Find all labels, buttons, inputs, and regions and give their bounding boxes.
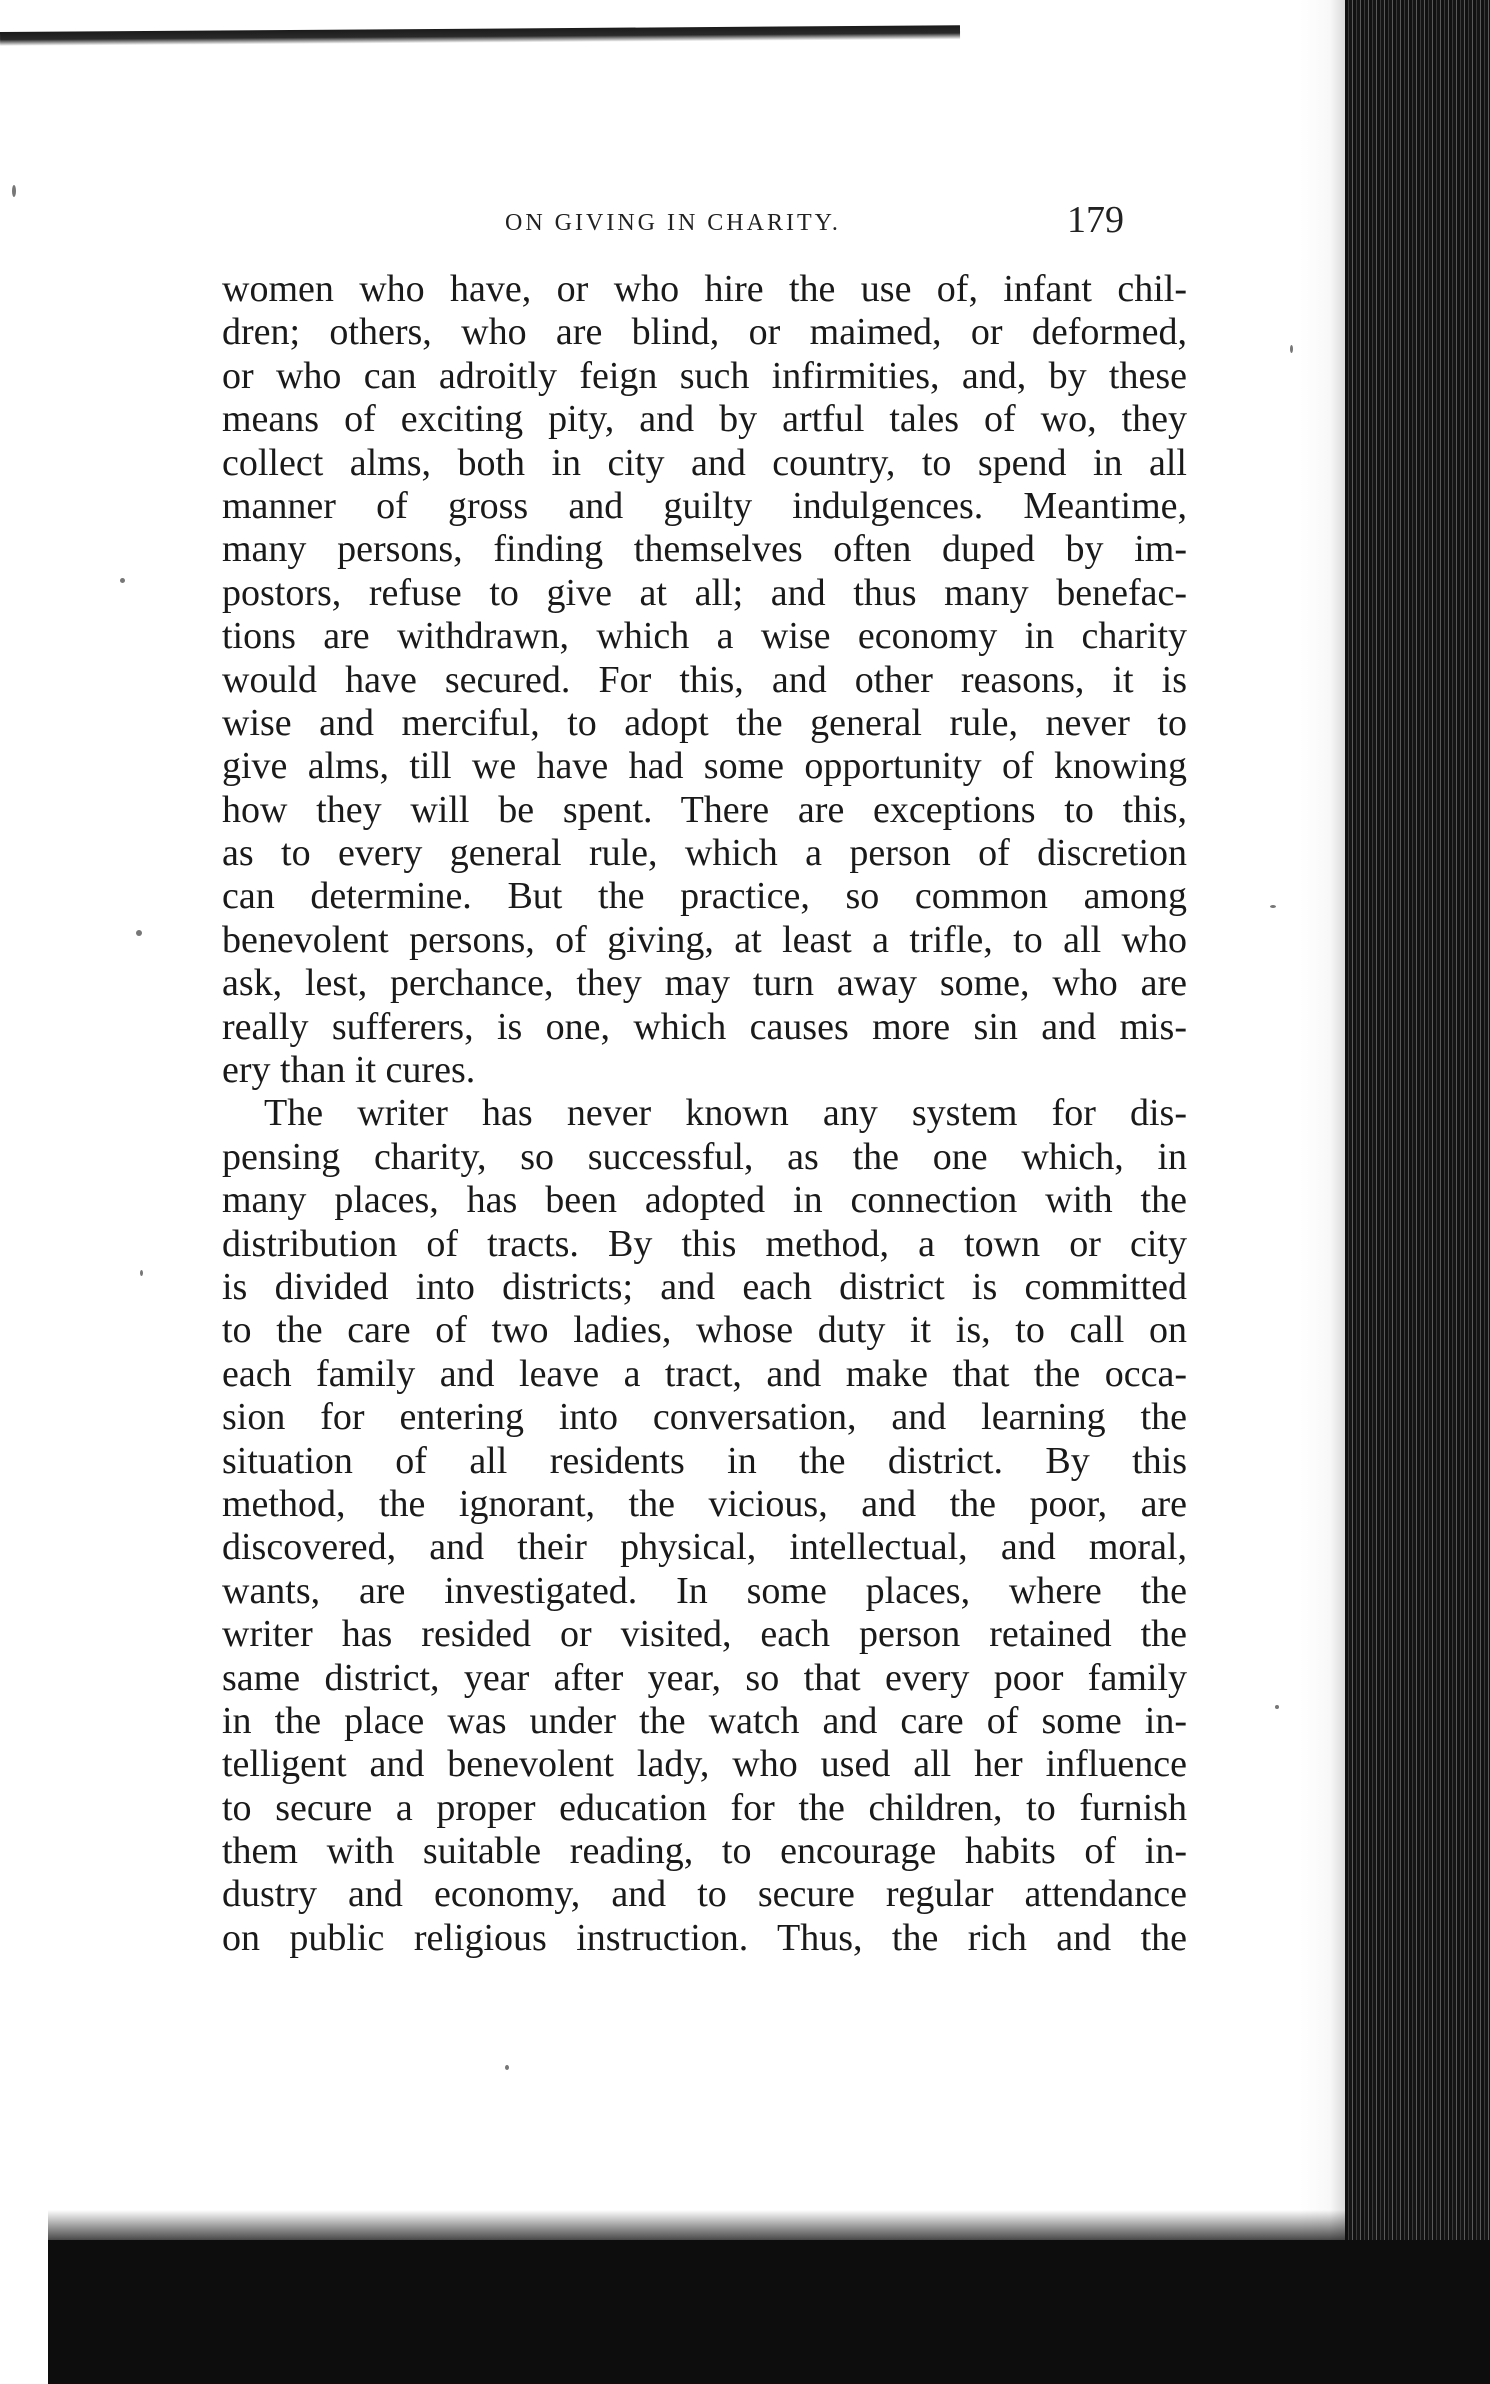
scan-speck <box>136 930 142 936</box>
running-head-title: ON GIVING IN CHARITY. <box>505 210 841 236</box>
scan-page-edges <box>1345 0 1490 2384</box>
running-head <box>222 198 1192 268</box>
text-line: manner of gross and guilty indulgences. Meantime, <box>222 484 1187 527</box>
text-line: or who can adroitly feign such infirmities, and, by these <box>222 354 1187 397</box>
scan-speck <box>1290 345 1293 353</box>
text-line: same district, year after year, so that every poor family <box>222 1656 1187 1699</box>
text-line: ask, lest, perchance, they may turn away some, who are <box>222 962 1187 1005</box>
scan-speck <box>12 185 16 197</box>
text-line: distribution of tracts. By this method, a town or city <box>222 1222 1187 1265</box>
scan-speck <box>120 578 125 583</box>
text-line: how they will be spent. There are exceptions to this, <box>222 788 1187 831</box>
scan-speck <box>1275 1705 1279 1709</box>
book-page <box>222 198 1192 1960</box>
text-line: situation of all residents in the district. By this <box>222 1439 1187 1482</box>
text-line: is divided into districts; and each district is committed <box>222 1265 1187 1308</box>
text-line: pensing charity, so successful, as the one which, in <box>222 1135 1187 1178</box>
text-line: in the place was under the watch and care of some in- <box>222 1699 1187 1742</box>
text-line: as to every general rule, which a person of discretion <box>222 832 1187 875</box>
text-line: really sufferers, is one, which causes more sin and mis- <box>222 1005 1187 1048</box>
text-line: benevolent persons, of giving, at least a trifle, to all who <box>222 918 1187 961</box>
text-line: dustry and economy, and to secure regular attendance <box>222 1873 1187 1916</box>
text-line: dren; others, who are blind, or maimed, or deformed, <box>222 311 1187 354</box>
scan-speck <box>140 1270 143 1276</box>
scan-speck <box>505 2065 509 2070</box>
text-line: method, the ignorant, the vicious, and the poor, are <box>222 1482 1187 1525</box>
paragraph-end-line: ery than it cures. <box>222 1049 476 1092</box>
scan-bottom-edge <box>48 2240 1490 2384</box>
scan-speck <box>1270 905 1276 908</box>
body-text <box>222 268 1192 1960</box>
scan-top-edge <box>0 25 960 46</box>
text-line: women who have, or who hire the use of, infant chil- <box>222 268 1187 310</box>
text-line: them with suitable reading, to encourage habits of in- <box>222 1830 1187 1873</box>
text-line: each family and leave a tract, and make that the occa- <box>222 1352 1187 1395</box>
text-line: wants, are investigated. In some places, where the <box>222 1569 1187 1612</box>
text-line: to the care of two ladies, whose duty it is, to call on <box>222 1309 1187 1352</box>
text-line: many places, has been adopted in connection with the <box>222 1179 1187 1222</box>
text-line: would have secured. For this, and other reasons, it is <box>222 658 1187 701</box>
text-line: many persons, finding themselves often duped by im- <box>222 528 1187 571</box>
text-line: on public religious instruction. Thus, the rich and the <box>222 1916 1187 1959</box>
paragraph-start-line: The writer has never known any system for dis- <box>264 1092 1187 1135</box>
text-line: discovered, and their physical, intellectual, and moral, <box>222 1526 1187 1569</box>
text-line: telligent and benevolent lady, who used all her influence <box>222 1743 1187 1786</box>
text-line: tions are withdrawn, which a wise economy in charity <box>222 615 1187 658</box>
text-line: to secure a proper education for the children, to furnish <box>222 1786 1187 1829</box>
text-line: give alms, till we have had some opportunity of knowing <box>222 745 1187 788</box>
scan-binding-shadow <box>1300 0 1350 2384</box>
text-line: means of exciting pity, and by artful tales of wo, they <box>222 398 1187 441</box>
page-number: 179 <box>1067 199 1124 241</box>
text-line: can determine. But the practice, so common among <box>222 875 1187 918</box>
text-line: sion for entering into conversation, and learning the <box>222 1396 1187 1439</box>
text-line: wise and merciful, to adopt the general rule, never to <box>222 701 1187 744</box>
text-line: postors, refuse to give at all; and thus many benefac- <box>222 571 1187 614</box>
text-line: collect alms, both in city and country, to spend in all <box>222 441 1187 484</box>
text-line: writer has resided or visited, each person retained the <box>222 1613 1187 1656</box>
